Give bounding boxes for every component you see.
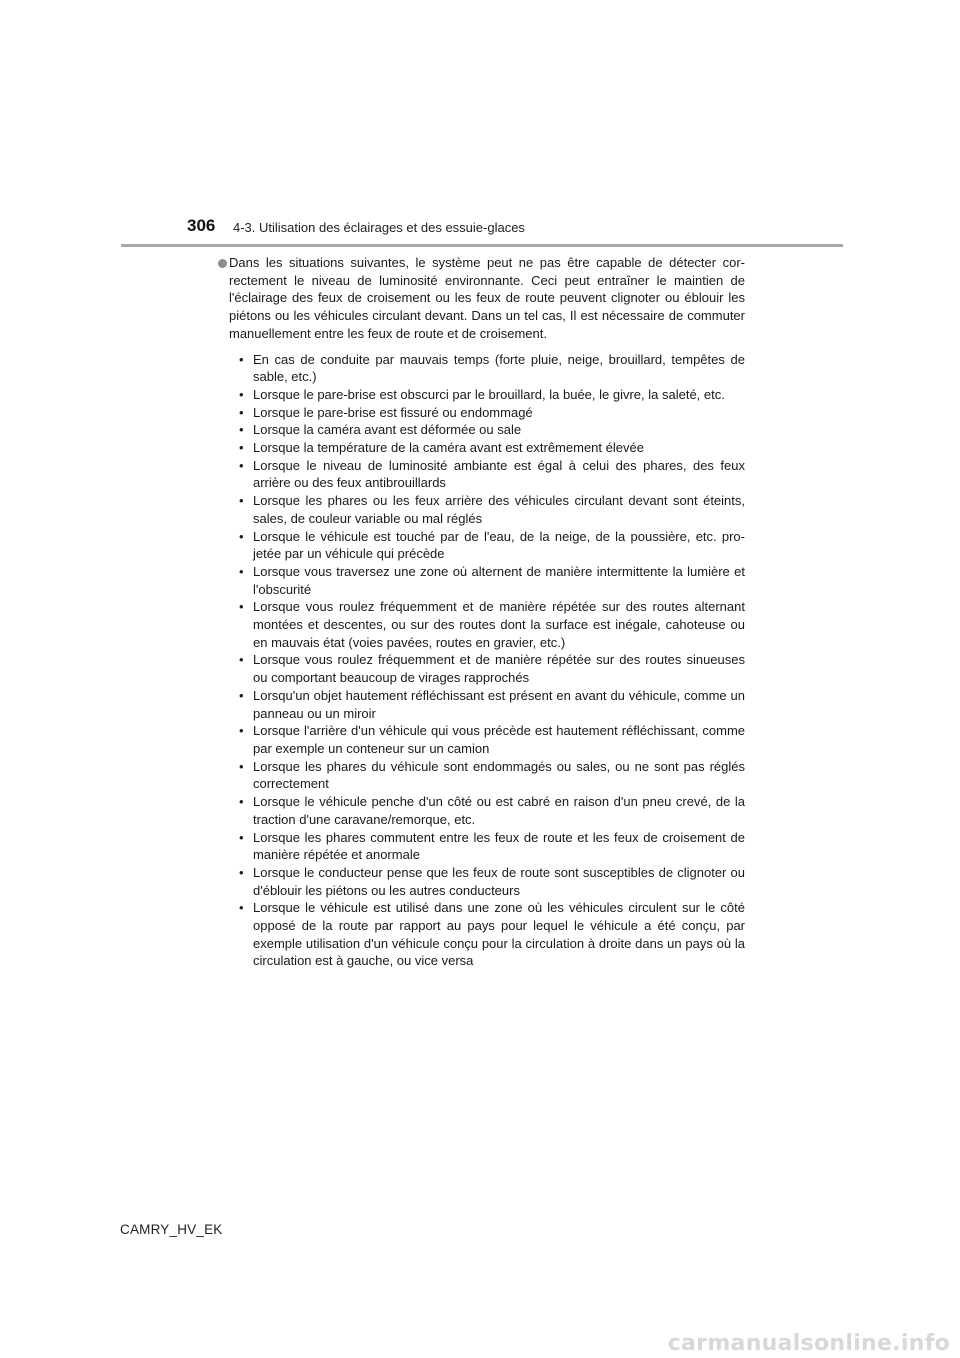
list-item [231, 651, 745, 686]
bullet-dot-icon: • [239, 794, 244, 810]
list-item [231, 793, 745, 828]
list-item-text: En cas de conduite par mauvais temps (forte pluie, neige, brouillard, tempêtes de sable, etc.) [253, 351, 745, 385]
list-item [231, 829, 745, 864]
bullet-dot-icon: • [239, 404, 244, 420]
intro-paragraph [229, 254, 745, 343]
bullet-dot-icon: • [239, 723, 244, 739]
list-item-text: Lorsqu'un objet hautement réfléchissant est présent en avant du véhicule, comme un panneau ou un miroir [253, 687, 745, 721]
list-item-text: Lorsque les phares du véhicule sont endommagés ou sales, ou ne sont pas réglés correctement [253, 758, 745, 792]
list-item [231, 439, 745, 457]
list-item-text: Lorsque vous roulez fréquemment et de manière répétée sur des routes sinueuses ou comportant beaucoup de virages rapprochés [253, 652, 745, 686]
list-item-text: Lorsque la caméra avant est déformée ou sale [253, 422, 522, 438]
bullet-dot-icon: • [239, 493, 244, 509]
conditions-list [229, 351, 745, 971]
list-item-text: Lorsque les phares commutent entre les feux de route et les feux de croisement de manière répétée et anormale [253, 829, 745, 863]
bullet-dot-icon: • [239, 528, 244, 544]
list-item-text: Lorsque l'arrière d'un véhicule qui vous précède est hautement réfléchissant, comme par exemple un conteneur sur un camion [253, 723, 745, 756]
list-item [231, 687, 745, 722]
bullet-dot-icon: • [239, 440, 244, 456]
bullet-dot-icon: • [239, 563, 244, 579]
list-item [231, 421, 745, 439]
list-item [231, 528, 745, 563]
circle-bullet-icon [218, 259, 227, 268]
section-title: 4-3. Utilisation des éclairages et des essuie-glaces [233, 220, 525, 235]
bullet-dot-icon: • [239, 457, 244, 473]
list-item-text: Lorsque le véhicule penche d'un côté ou est cabré en raison d'un pneu crevé, de la traction d'une caravane/remorque, etc. [253, 794, 745, 827]
bullet-dot-icon: • [239, 900, 244, 916]
bullet-dot-icon: • [239, 829, 244, 845]
list-item [231, 457, 745, 492]
bullet-dot-icon: • [239, 351, 244, 367]
list-item [231, 758, 745, 793]
list-item-text: Lorsque le pare-brise est fissuré ou endommagé [253, 404, 533, 420]
list-item-text: Lorsque le conducteur pense que les feux de route sont susceptibles de clignoter ou d'éblouir les piétons ou les autres conducteurs [253, 864, 745, 898]
list-item [231, 386, 745, 404]
list-item-text: Lorsque le pare-brise est obscurci par le brouillard, la buée, le givre, la saleté, etc. [253, 386, 725, 402]
page-number: 306 [187, 216, 216, 235]
list-item-text: Lorsque la température de la caméra avant est extrêmement élevée [253, 440, 644, 456]
list-item [231, 563, 745, 598]
list-item [231, 351, 745, 386]
watermark: carmanualsonline.info [667, 1331, 950, 1356]
list-item-text: Lorsque le véhicule est utilisé dans une zone où les véhicules circulent sur le côté opposé de la route par rapport au pays pour lequel le véhicule a été conçu, par exemple utilisation d'un véhicule conçu pour la circulation à droite dans un pays où la circulation est à gauche, ou vice versa [253, 900, 745, 969]
bullet-dot-icon: • [239, 758, 244, 774]
list-item-text: Lorsque le véhicule est touché par de l'eau, de la neige, de la poussière, etc. pro-jetée par un véhicule qui précède [253, 528, 745, 562]
bullet-dot-icon: • [239, 864, 244, 880]
bullet-dot-icon: • [239, 687, 244, 703]
bullet-dot-icon: • [239, 422, 244, 438]
list-item-text: Lorsque le niveau de luminosité ambiante est égal à celui des phares, des feux arrière ou des feux antibrouillards [253, 457, 745, 491]
bullet-dot-icon: • [239, 386, 244, 402]
list-item [231, 492, 745, 527]
intro-text: Dans les situations suivantes, le système peut ne pas être capable de détecter cor-rectement le niveau de luminosité environnante. Ceci peut entraîner le maintien de l'éclairage des feux de croisement ou les feux de route peuvent clignoter ou éblouir les piétons ou les véhicules circulant devant. Dans un tel cas, Il est nécessaire de commuter manuellement entre les feux de route et de croisement. [229, 255, 745, 341]
footer-model-code: CAMRY_HV_EK [120, 1222, 223, 1237]
list-item [231, 899, 745, 970]
list-item [231, 404, 745, 422]
bullet-dot-icon: • [239, 599, 244, 615]
list-item-text: Lorsque vous traversez une zone où alternent de manière intermittente la lumière et l'obscurité [253, 563, 745, 597]
main-content [229, 254, 745, 970]
list-item [231, 864, 745, 899]
list-item [231, 722, 745, 757]
list-item-text: Lorsque vous roulez fréquemment et de manière répétée sur des routes alternant montées et descentes, ou sur des routes dont la surface est inégale, cahoteuse ou en mauvais état (voies pavées, routes en gravier, etc.) [253, 599, 745, 650]
bullet-dot-icon: • [239, 652, 244, 668]
list-item-text: Lorsque les phares ou les feux arrière des véhicules circulant devant sont éteints, sales, de couleur variable ou mal réglés [253, 493, 745, 526]
header-divider [121, 244, 843, 247]
list-item [231, 598, 745, 651]
